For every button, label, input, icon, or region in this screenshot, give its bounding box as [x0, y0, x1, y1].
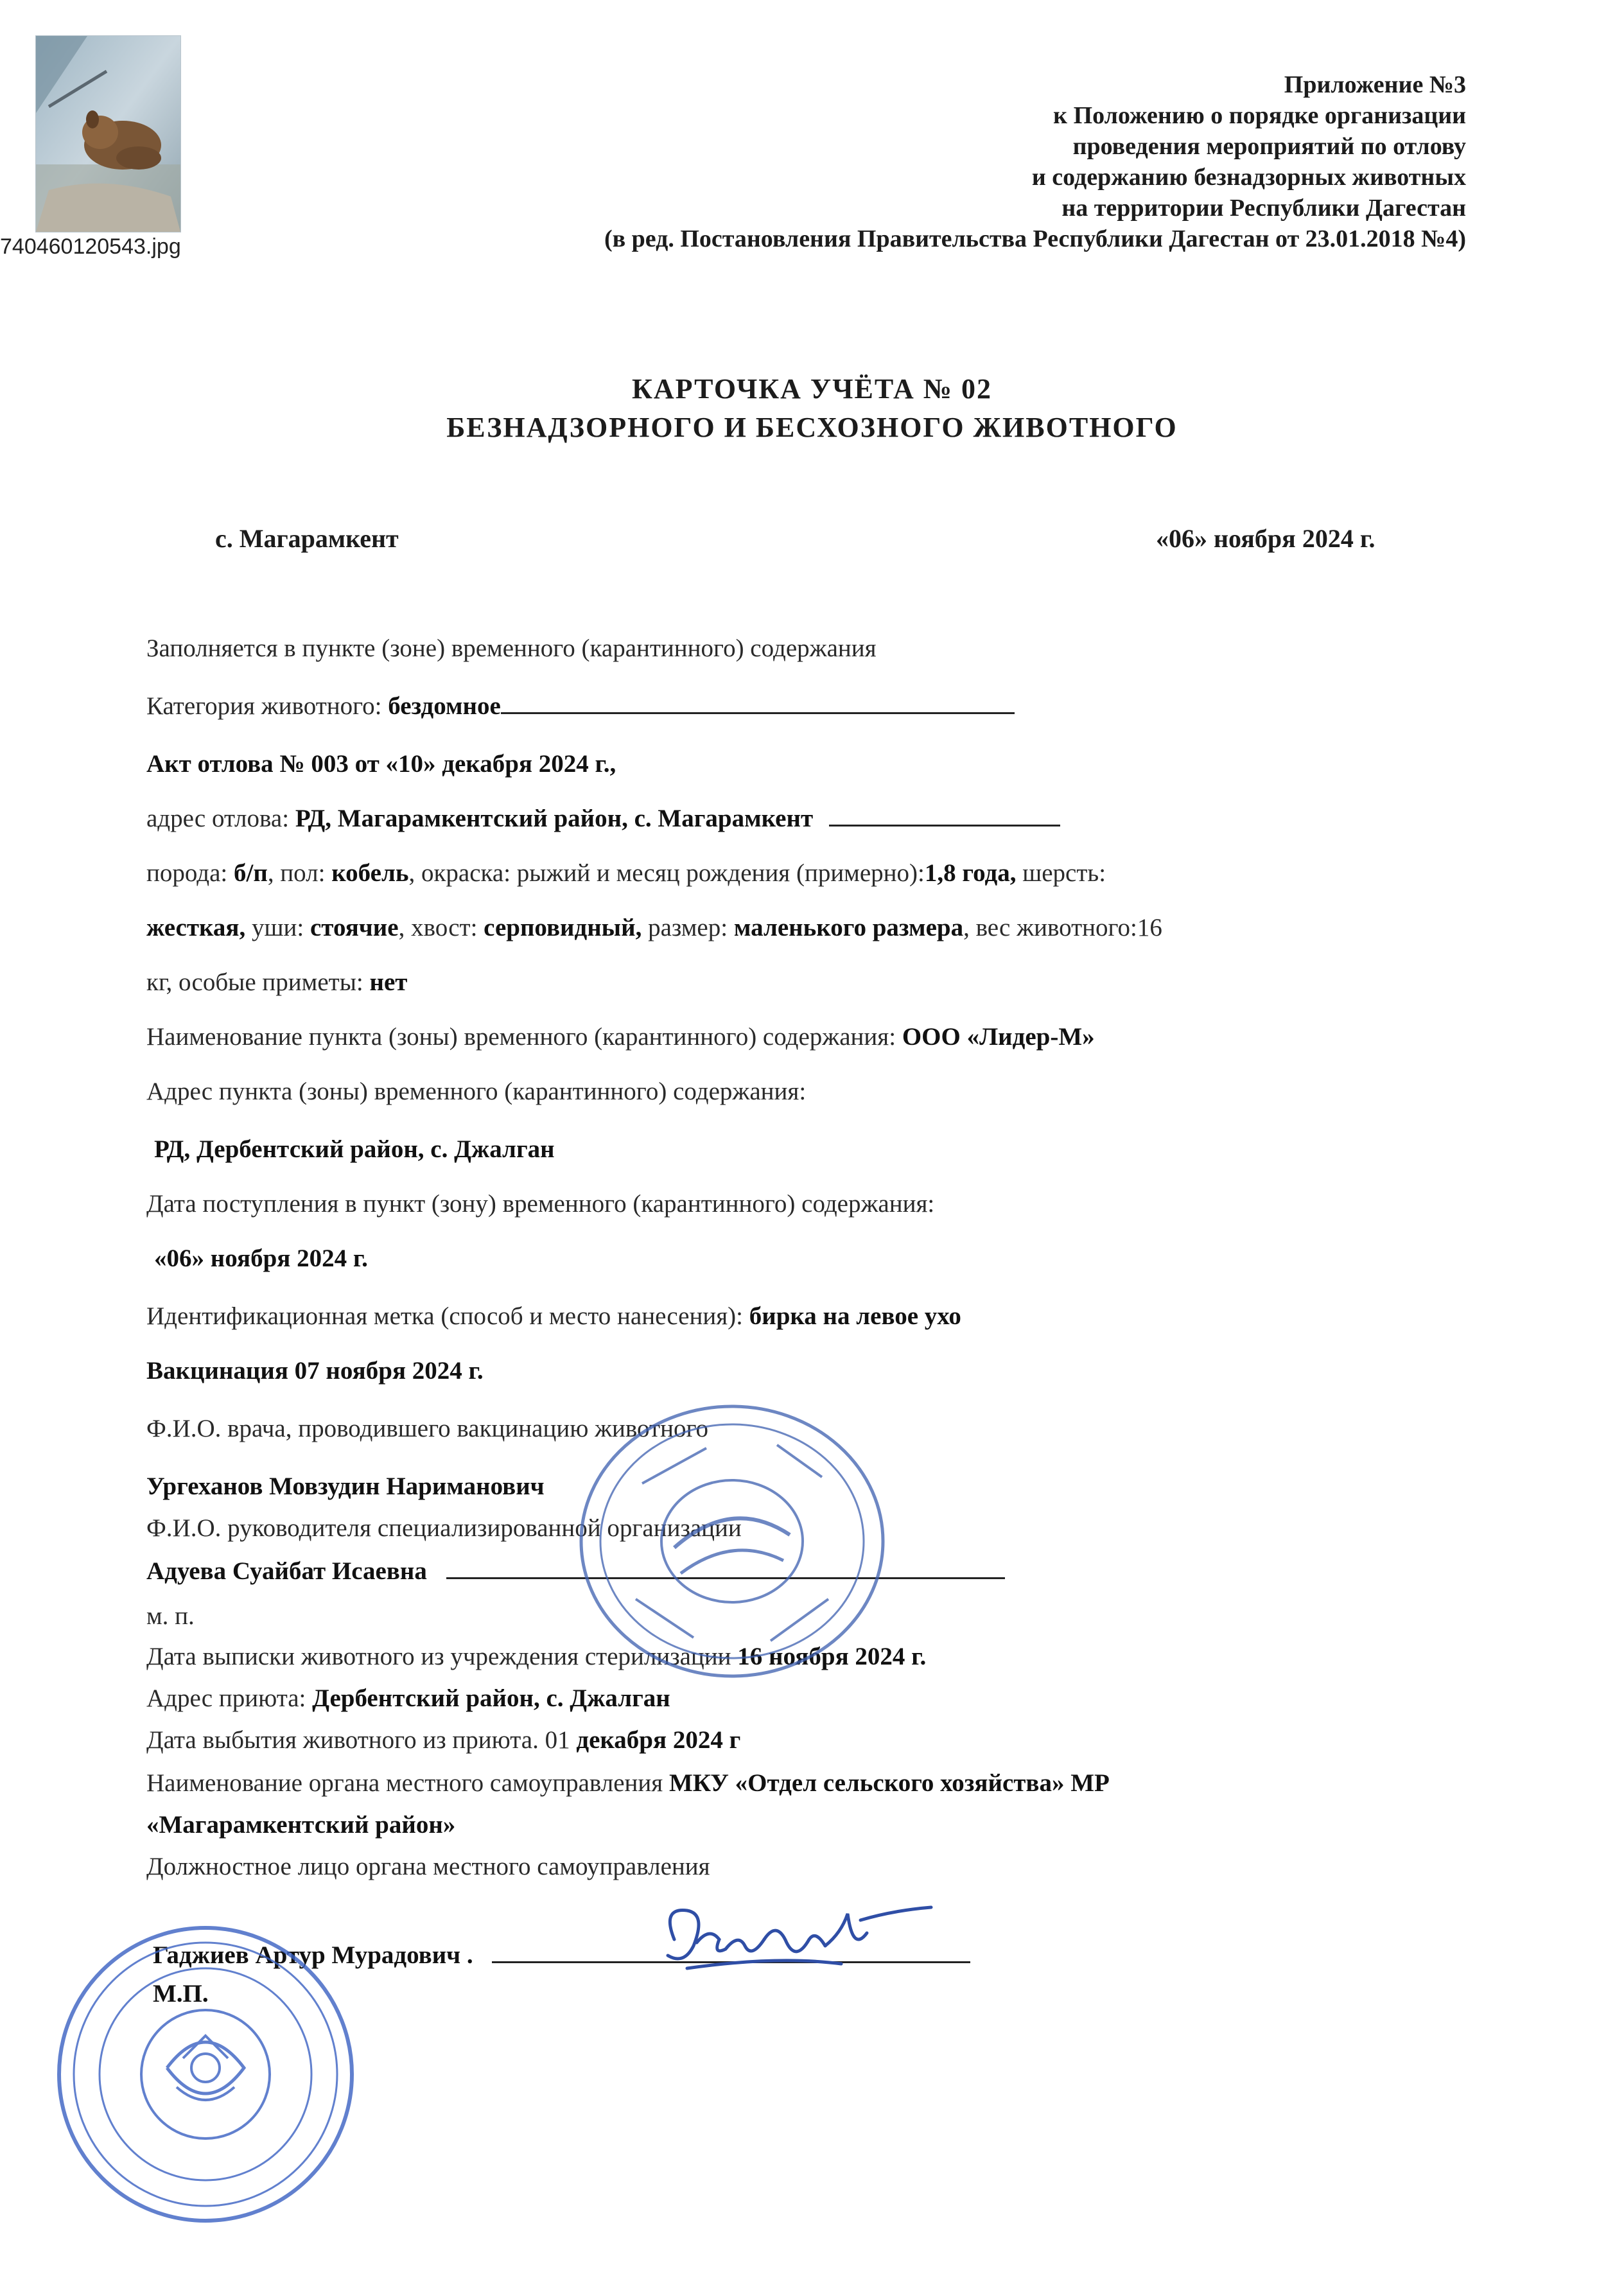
- category-line: [146, 690, 1015, 722]
- appendix-line: проведения мероприятий по отлову: [1072, 133, 1466, 160]
- arrival-value: «06» ноября 2024 г.: [154, 1245, 368, 1272]
- description-line-2: [146, 912, 1162, 944]
- leave-label: Дата выбытия животного из приюта. 01: [146, 1726, 577, 1754]
- card-date: «06» ноября 2024 г.: [1156, 524, 1375, 553]
- appendix-line: и содержанию безнадзорных животных: [1031, 164, 1466, 191]
- card-title: КАРТОЧКА УЧЁТА № 02: [631, 373, 993, 405]
- card-subtitle: БЕЗНАДЗОРНОГО И БЕСХОЗНОГО ЖИВОТНОГО: [446, 412, 1178, 443]
- tag-line: [146, 1300, 961, 1333]
- vaccination: Вакцинация 07 ноября 2024 г.: [146, 1357, 484, 1385]
- appendix-line: (в ред. Постановления Правительства Республики Дагестан от 23.01.2018 №4): [604, 225, 1466, 252]
- shelter-name-label: Наименование пункта (зоны) временного (карантинного) содержания:: [146, 1023, 902, 1051]
- appendix-line: на территории Республики Дагестан: [1061, 195, 1466, 222]
- organization-stamp: [565, 1387, 899, 1695]
- appendix-heading: [604, 69, 1466, 254]
- marks-value: нет: [369, 968, 408, 996]
- photo-filename[interactable]: 740460120543.jpg: [0, 234, 181, 259]
- leave-value: декабря 2024 г: [576, 1726, 741, 1754]
- color-label: , окраска: рыжий и месяц рождения (примерно):: [408, 859, 925, 887]
- marks-label: кг, особые приметы:: [146, 968, 370, 996]
- arrival-label: Дата поступления в пункт (зону) временного (карантинного) содержания:: [146, 1190, 935, 1218]
- mp-label-2: М.П.: [153, 1980, 209, 2007]
- sex-value: кобель: [331, 859, 409, 887]
- breed-label: порода:: [146, 859, 234, 887]
- head-label: Ф.И.О. руководителя специализированной организации: [146, 1514, 742, 1542]
- catch-address-label: адрес отлова:: [146, 805, 295, 832]
- age-value: 1,8 года,: [924, 859, 1017, 887]
- description-line-3: [146, 966, 407, 999]
- catch-address-value: РД, Магарамкентский район, с. Магарамкент: [295, 805, 814, 832]
- ears-value: стоячие: [310, 914, 399, 941]
- shelter-name-line: [146, 1021, 1095, 1053]
- ears-label: уши:: [245, 914, 310, 941]
- appendix-line: Приложение №3: [1284, 71, 1466, 98]
- vet-name: Ургеханов Мовзудин Нариманович: [146, 1473, 545, 1500]
- shelter2-value: Дербентский район, с. Джалган: [312, 1684, 670, 1712]
- discharge-value: 16 ноября 2024 г.: [737, 1643, 927, 1670]
- shelter2-label: Адрес приюта:: [146, 1684, 313, 1712]
- official-label: Должностное лицо органа местного самоуправления: [146, 1853, 710, 1880]
- head-name: Адуева Суайбат Исаевна: [146, 1557, 427, 1585]
- tail-value: серповидный,: [484, 914, 642, 941]
- leave-line: [146, 1724, 740, 1756]
- weight-label: , вес животного:: [963, 914, 1137, 941]
- vet-label: Ф.И.О. врача, проводившего вакцинацию животного: [146, 1415, 708, 1442]
- category-label: Категория животного:: [146, 692, 389, 720]
- official-signature: [649, 1894, 944, 1991]
- authority-value: МКУ «Отдел сельского хозяйства» МР: [669, 1769, 1110, 1797]
- authority-line: [146, 1767, 1110, 1799]
- shelter-name-value: ООО «Лидер-М»: [902, 1023, 1095, 1051]
- authority-value-2: «Магарамкентский район»: [146, 1811, 456, 1839]
- tag-value: бирка на левое ухо: [749, 1302, 961, 1330]
- sex-label: , пол:: [267, 859, 332, 887]
- shelter-address-value: РД, Дербентский район, с. Джалган: [154, 1135, 555, 1163]
- size-label: размер:: [642, 914, 734, 941]
- shelter-address-label: Адрес пункта (зоны) временного (карантинного) содержания:: [146, 1078, 807, 1105]
- dog-photo-image: [36, 36, 180, 232]
- place-label: с. Магарамкент: [215, 524, 399, 553]
- municipal-stamp: [48, 1920, 363, 2228]
- catch-act: Акт отлова № 003 от «10» декабря 2024 г.,: [146, 750, 616, 778]
- tag-label: Идентификационная метка (способ и место нанесения):: [146, 1302, 749, 1330]
- description-line-1: [146, 857, 1106, 889]
- weight-value: 16: [1137, 914, 1162, 941]
- filled-at-text: Заполняется в пункте (зоне) временного (карантинного) содержания: [146, 634, 877, 662]
- breed-value: б/п: [234, 859, 268, 887]
- fur-label: шерсть:: [1016, 859, 1106, 887]
- catch-address-line: [146, 803, 1060, 835]
- size-value: маленького размера: [733, 914, 964, 941]
- official-name: Гаджиев Артур Мурадович .: [153, 1941, 473, 1969]
- fur-value: жесткая,: [146, 914, 246, 941]
- appendix-line: к Положению о порядке организации: [1053, 102, 1466, 129]
- tail-label: , хвост:: [398, 914, 484, 941]
- underline: [829, 803, 1060, 827]
- animal-photo: [35, 35, 181, 232]
- underline: [501, 690, 1015, 714]
- mp-label: м. п.: [146, 1602, 195, 1630]
- authority-label: Наименование органа местного самоуправления: [146, 1769, 669, 1797]
- category-value: бездомное: [388, 692, 501, 720]
- discharge-label: Дата выписки животного из учреждения стерилизации: [146, 1643, 738, 1670]
